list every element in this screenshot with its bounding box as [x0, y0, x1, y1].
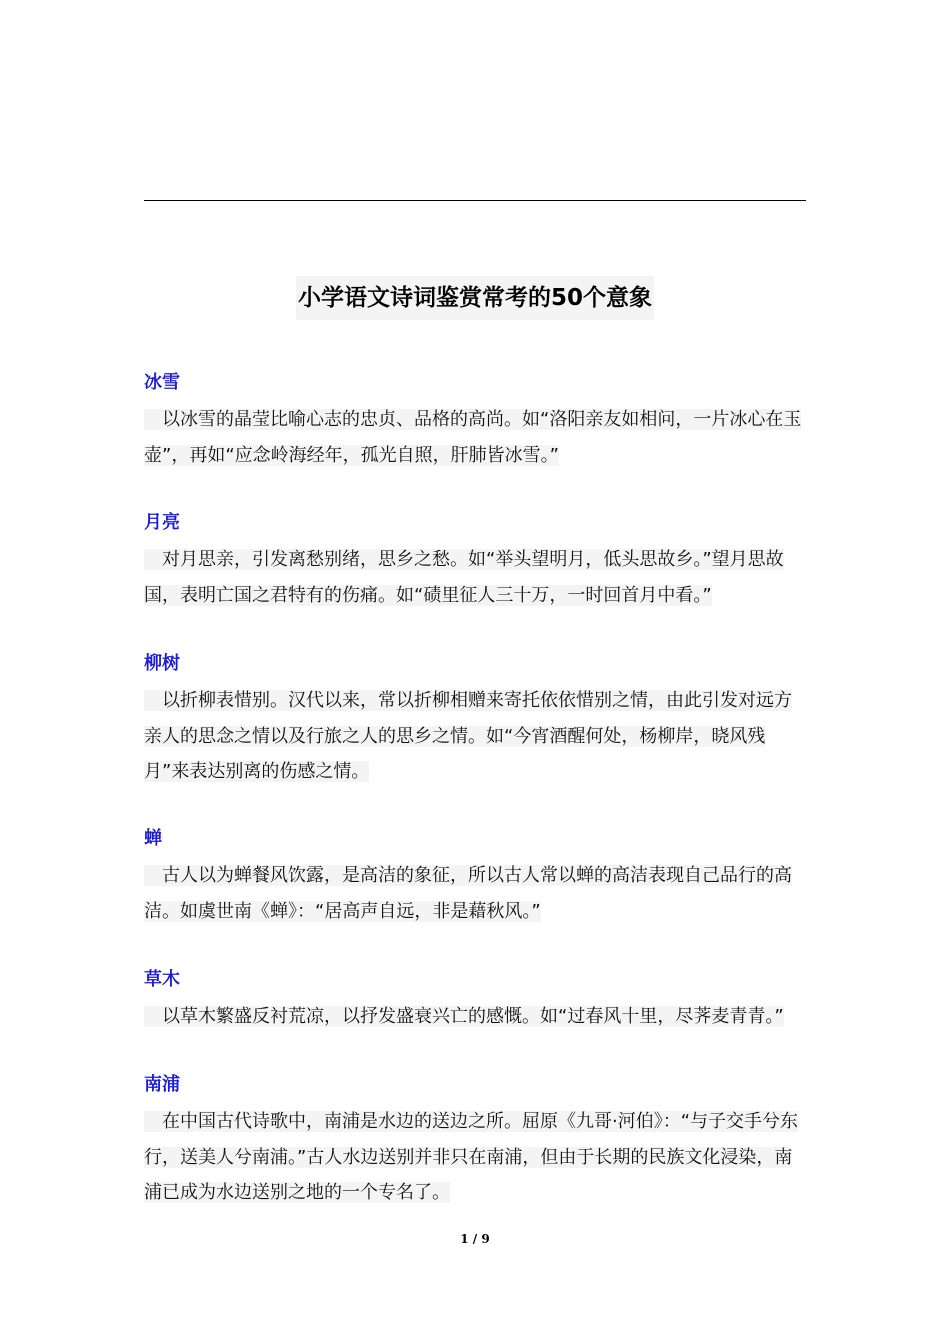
section-heading: 月亮 — [144, 512, 180, 533]
section-heading: 草木 — [144, 969, 180, 990]
section-paragraph — [144, 683, 808, 790]
section-yueliang — [144, 510, 808, 613]
section-paragraph — [144, 858, 808, 929]
section-heading: 蝉 — [144, 828, 162, 849]
paragraph-text: 在中国古代诗歌中，南浦是水边的送边之所。屈原《九哥·河伯》：“与子交手兮东行，送美人兮南浦。”古人水边送别并非只在南浦，但由于长期的民族文化浸染，南浦已成为水边送别之地的一个专名了。 — [144, 1111, 799, 1203]
title-container — [0, 276, 950, 320]
section-caomu — [144, 967, 808, 1035]
paragraph-text: 对月思亲，引发离愁别绪，思乡之愁。如“举头望明月，低头思故乡。”望月思故国，表明亡国之君特有的伤痛。如“碛里征人三十万，一时回首月中看。” — [144, 549, 784, 606]
paragraph-text: 以草木繁盛反衬荒凉，以抒发盛衰兴亡的感慨。如“过春风十里，尽荠麦青青。” — [144, 1006, 784, 1027]
paragraph-text: 以折柳表惜别。汉代以来，常以折柳相赠来寄托依依惜别之情，由此引发对远方亲人的思念之情以及行旅之人的思乡之情。如“今宵酒醒何处，杨柳岸，晓风残月”来表达别离的伤感之情。 — [144, 690, 792, 782]
section-paragraph — [144, 1104, 808, 1211]
page-number: 1 / 9 — [460, 1232, 490, 1246]
section-heading: 柳树 — [144, 653, 180, 674]
section-paragraph — [144, 999, 808, 1035]
section-heading: 冰雪 — [144, 372, 180, 393]
section-paragraph — [144, 402, 808, 473]
section-bingxue — [144, 370, 808, 473]
section-nanpu — [144, 1072, 808, 1211]
section-heading: 南浦 — [144, 1074, 180, 1095]
paragraph-text: 古人以为蝉餐风饮露，是高洁的象征，所以古人常以蝉的高洁表现自己品行的高洁。如虞世南《蝉》：“居高声自远，非是藉秋风。” — [144, 865, 792, 922]
section-paragraph — [144, 542, 808, 613]
document-title: 小学语文诗词鉴赏常考的50个意象 — [296, 276, 654, 320]
header-rule — [144, 200, 806, 201]
paragraph-text: 以冰雪的晶莹比喻心志的忠贞、品格的高尚。如“洛阳亲友如相问，一片冰心在玉壶”，再如“应念岭海经年，孤光自照，肝肺皆冰雪。” — [144, 409, 802, 466]
section-chan — [144, 826, 808, 929]
section-liushu — [144, 651, 808, 790]
